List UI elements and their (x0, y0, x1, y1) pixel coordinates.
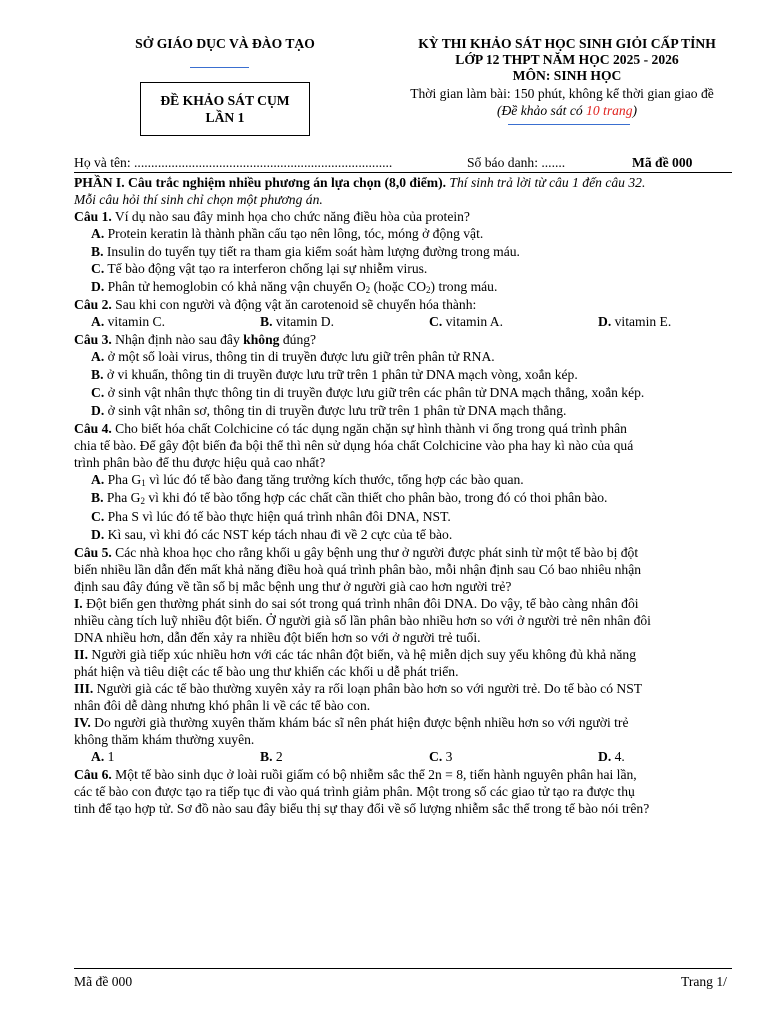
q4-text-line2: chia tế bào. Để gây đột biến đa bội thể thì nên sử dụng hóa chất Colchicine vào pha hay kì nào của quá (74, 438, 634, 453)
part1-instruction-1: Thí sinh trả lời từ câu 1 đến câu 32. (446, 175, 646, 190)
exam-grade-year: LỚP 12 THPT NĂM HỌC 2025 - 2026 (455, 52, 679, 67)
question-number: Câu 1. (74, 209, 112, 224)
exam-page-count (382, 102, 752, 119)
student-name-field[interactable]: Họ và tên: ............................................................................ (74, 155, 393, 170)
question-text: Ví dụ nào sau đây minh họa cho chức năng điều hòa của protein? (111, 209, 470, 224)
q5-option-d[interactable]: D. 4. (598, 749, 625, 764)
q5-text-line2: biến nhiều lần dẫn đến mất khả năng điều hoà quá trình phân bào, mỗi nhận định sau Có bao nhiêu nhận (74, 562, 642, 577)
exam-code: Mã đề 000 (632, 155, 693, 170)
question-4: Câu 4. Cho biết hóa chất Colchicine có tác dụng ngăn chặn sự hình thành vi ống trong quá trình phân (74, 421, 627, 436)
q5-statement-4: IV. Do người già thường xuyên thăm khám bác sĩ nên phát hiện được bệnh nhiều hơn so với người trẻ (74, 715, 629, 730)
page-count-value: 10 trang (586, 103, 633, 118)
question-number: Câu 4. (74, 421, 112, 436)
part1-instruction-2: Mỗi câu hỏi thí sinh chỉ chọn một phương án. (74, 192, 323, 207)
q3-option-d[interactable]: D. ở sinh vật nhân sơ, thông tin di truyền được lưu trữ trên 1 phân tử DNA mạch thẳng. (91, 403, 567, 418)
question-number: Câu 3. (74, 332, 112, 347)
footer-divider (74, 968, 732, 969)
question-text: Sau khi con người và động vật ăn carotenoid sẽ chuyển hóa thành: (111, 297, 477, 312)
q3-option-b[interactable]: B. ở vi khuẩn, thông tin di truyền được lưu trữ trên 1 phân tử DNA mạch vòng, xoắn kép. (91, 367, 578, 382)
q6-text-line3: tinh để tạo hợp tử. Sơ đồ nào sau đây biểu thị sự thay đổi về số lượng nhiễm sắc thể trong tế bào nói trên? (74, 801, 650, 816)
question-number: Câu 5. (74, 545, 112, 560)
exam-type-line1: ĐỀ KHẢO SÁT CỤM (160, 93, 290, 108)
q5-statement-1-line2: nhiều càng tích luỹ nhiều đột biến. Ở người già số lần phân bào nhiều hơn so với ở người trẻ nên nhân đôi (74, 613, 651, 628)
q5-statement-2: II. Người già tiếp xúc nhiều hơn với các tác nhân đột biến, và hệ miễn dịch suy yếu không đủ khả năng (74, 647, 636, 662)
q3-option-a[interactable]: A. ở một số loài virus, thông tin di truyền được lưu giữ trên phân tử RNA. (91, 349, 495, 364)
exam-type-box (140, 82, 310, 136)
question-number: Câu 2. (74, 297, 112, 312)
question-1 (74, 208, 470, 225)
part1-title: PHẦN I. Câu trắc nghiệm nhiều phương án lựa chọn (8,0 điểm). (74, 175, 447, 190)
q2-option-a[interactable]: A. vitamin C. (91, 314, 166, 329)
q1-option-c[interactable]: C. Tế bào động vật tạo ra interferon chống lại sự nhiễm virus. (91, 261, 428, 276)
q2-option-c[interactable]: C. vitamin A. (429, 314, 504, 329)
q5-statement-3-line2: nhân đôi dễ dàng nhưng khó phân li về các tế bào con. (74, 698, 371, 713)
exam-type-line2: LẦN 1 (205, 110, 245, 125)
q1-option-a[interactable]: A. Protein keratin là thành phần cấu tạo nên lông, tóc, móng ở động vật. (91, 226, 484, 241)
question-5: Câu 5. Các nhà khoa học cho rằng khối u gây bệnh ung thư ở người được phát sinh từ một tế bào bị đột (74, 545, 639, 560)
question-2 (74, 296, 476, 313)
q1-option-b[interactable]: B. Insulin do tuyến tụy tiết ra tham gia kiểm soát hàm lượng đường trong máu. (91, 244, 520, 259)
footer-exam-code: Mã đề 000 (74, 974, 133, 989)
q5-statement-1: I. Đột biến gen thường phát sinh do sai sót trong quá trình nhân đôi DNA. Do vậy, tế bào càng nhân đôi (74, 596, 639, 611)
q2-option-b[interactable]: B. vitamin D. (260, 314, 335, 329)
q5-statement-3: III. Người già các tế bào thường xuyên xảy ra rối loạn phân bào hơn so với người trẻ. Do tế bào có NST (74, 681, 643, 696)
q4-option-c[interactable]: C. Pha S vì lúc đó tế bào thực hiện quá trình nhân đôi DNA, NST. (91, 509, 451, 524)
q5-statement-4-line2: không thăm khám thường xuyên. (74, 732, 255, 747)
q5-option-a[interactable]: A. 1 (91, 749, 115, 764)
exam-underline (508, 124, 630, 125)
exam-time: Thời gian làm bài: 150 phút, không kể thời gian giao đề (410, 86, 714, 101)
q4-text-line3: trình phân bào để thu được hiệu quả cao nhất? (74, 455, 326, 470)
q4-option-d[interactable]: D. Kì sau, vì khi đó các NST kép tách nhau đi về 2 cực của tế bào. (91, 527, 453, 542)
q5-option-b[interactable]: B. 2 (260, 749, 283, 764)
question-6: Câu 6. Một tế bào sinh dục ở loài ruồi giấm có bộ nhiễm sắc thể 2n = 8, tiến hành nguyên phân hai lần, (74, 767, 637, 782)
q5-text-line3: định sau đây đúng về tần số bị mắc bệnh ung thư ở người già cao hơn người trẻ? (74, 579, 512, 594)
header-divider (74, 172, 732, 173)
q4-option-b[interactable]: B. Pha $G_2$ vì khi đó tế bào tổng hợp các chất cần thiết cho phân bào, trong đó có thoi phân bào. (91, 490, 608, 506)
q5-option-c[interactable]: C. 3 (429, 749, 453, 764)
student-id-field[interactable]: Số báo danh: ....... (467, 155, 566, 170)
department-underline (190, 67, 249, 68)
q1-option-d[interactable]: D. Phân tử hemoglobin có khả năng vận chuyển $O_2$ (hoặc $CO_2$) trong máu. (91, 279, 498, 295)
q2-option-d[interactable]: D. vitamin E. (598, 314, 672, 329)
question-3: Câu 3. Nhận định nào sau đây không đúng? (74, 332, 317, 347)
exam-subject: MÔN: SINH HỌC (512, 68, 622, 83)
q5-statement-2-line2: phát hiện và tiêu diệt các tế bào ung thư khiến các khối u dễ phát triển. (74, 664, 459, 679)
q6-text-line2: các tế bào con được tạo ra tiếp tục đi vào quá trình giảm phân. Một trong số các giao tử tạo ra được thụ (74, 784, 635, 799)
part1-heading (74, 174, 645, 191)
q3-option-c[interactable]: C. ở sinh vật nhân thực thông tin di truyền được lưu giữ trên các phân tử DNA mạch thẳng, xoắn kép. (91, 385, 645, 400)
footer-page-number: Trang 1/ (681, 974, 727, 989)
page-count-prefix: (Đề khảo sát có (496, 103, 587, 118)
q5-statement-1-line3: DNA nhiều hơn, dẫn đến xảy ra nhiều đột biến hơn so với ở người trẻ tuổi. (74, 630, 481, 645)
department-title: SỞ GIÁO DỤC VÀ ĐÀO TẠO (135, 36, 315, 51)
q4-option-a[interactable]: A. Pha $G_1$ vì lúc đó tế bào đang tăng trưởng kích thước, tổng hợp các bào quan. (91, 472, 524, 488)
exam-title: KỲ THI KHẢO SÁT HỌC SINH GIỎI CẤP TỈNH (418, 36, 716, 51)
page-count-suffix: ) (632, 103, 638, 118)
question-number: Câu 6. (74, 767, 112, 782)
